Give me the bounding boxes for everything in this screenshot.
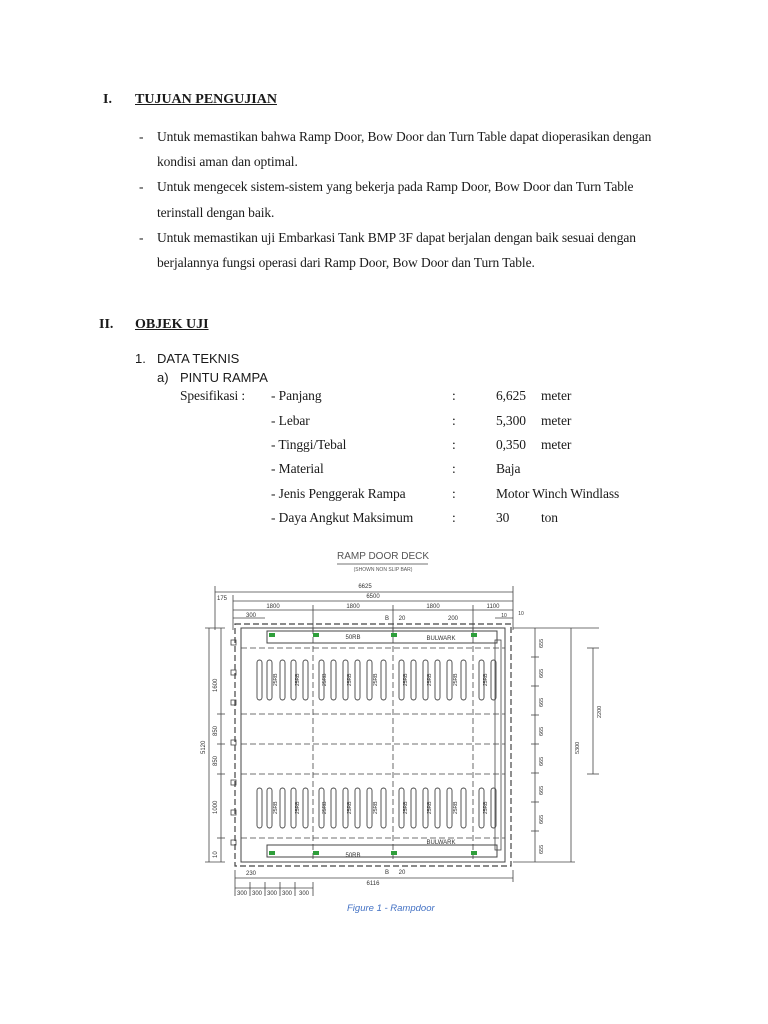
spec-value: 6,625: [496, 388, 526, 403]
spec-colon: :: [452, 437, 456, 452]
spec-colon: :: [452, 510, 456, 525]
spec-name: - Tinggi/Tebal: [271, 437, 347, 452]
dim-bottom: 300: [236, 891, 248, 897]
bullet-dash: -: [139, 230, 144, 245]
spec-value: 0,350: [496, 437, 526, 452]
bullet-dash: -: [139, 129, 144, 144]
bullet-1-line-1: Untuk memastikan bahwa Ramp Door, Bow Door dan Turn Table dapat dioperasikan dengan: [157, 129, 652, 144]
subsection-title: DATA TEKNIS: [157, 351, 240, 366]
spec-name: - Daya Angkut Maksimum: [271, 510, 414, 525]
spec-colon: :: [452, 486, 456, 501]
spec-value: Baja: [496, 461, 521, 476]
dim-overall: 6625: [358, 584, 372, 590]
dim-left: 850: [213, 725, 219, 736]
section-1-number: I.: [103, 92, 112, 107]
spec-name: - Material: [271, 461, 324, 476]
dim-right: 665: [539, 668, 545, 678]
dim-right-small: 10: [501, 613, 507, 619]
slot-label: 25RB: [427, 801, 433, 814]
item-title: PINTU RAMPA: [180, 370, 268, 385]
slot-label: 25RB: [427, 673, 433, 686]
spec-name: - Lebar: [271, 413, 310, 428]
spec-name: - Panjang: [271, 388, 322, 403]
dim-bottom: 300: [298, 891, 310, 897]
figure-caption: Figure 1 - Rampdoor: [347, 903, 435, 914]
spec-unit: meter: [541, 413, 572, 428]
dim-right-span: 2200: [597, 705, 603, 718]
bullet-1-line-2: kondisi aman dan optimal.: [157, 154, 298, 169]
slot-label: 25RB: [322, 673, 328, 686]
dim-seg: 1800: [266, 604, 280, 610]
slot-label: 25RB: [347, 801, 353, 814]
dim-right: 665: [539, 785, 545, 795]
mark-label: B: [384, 616, 390, 622]
dim-left-total: 5120: [201, 740, 207, 754]
dim-inner: 6500: [366, 594, 380, 600]
dim-right-total: 5300: [575, 741, 581, 754]
ramp-door-drawing: [195, 540, 615, 900]
slot-label: 25RB: [347, 673, 353, 686]
slot-label: 25RB: [403, 673, 409, 686]
spec-name: - Jenis Penggerak Rampa: [271, 486, 406, 501]
spec-unit: meter: [541, 388, 572, 403]
dim-right: 655: [539, 844, 545, 854]
beam-label: 50RB: [345, 635, 361, 641]
section-2-number: II.: [99, 317, 114, 332]
slot-label: 25RB: [483, 801, 489, 814]
dim-left-offset: 175: [217, 596, 228, 602]
dim-left: 10: [213, 851, 219, 858]
slot-label: 25RB: [273, 801, 279, 814]
slot-label: 25RB: [373, 801, 379, 814]
spec-colon: :: [452, 388, 456, 403]
slot-label: 25RB: [295, 673, 301, 686]
dim-left: 850: [213, 755, 219, 766]
dim-right: 665: [539, 814, 545, 824]
mark-num: 20: [398, 616, 406, 622]
spec-colon: :: [452, 413, 456, 428]
bullet-3-line-1: Untuk memastikan uji Embarkasi Tank BMP 3F dapat berjalan dengan baik sesuai dengan: [157, 230, 636, 245]
drawing-subtitle: (SHOWN NON SLIP BAR): [353, 567, 413, 573]
dim-bottom: 300: [281, 891, 293, 897]
dim-right-mid: 200: [447, 616, 459, 622]
slot-label: 25RB: [453, 673, 459, 686]
slot-label: 25RB: [373, 673, 379, 686]
inner-label: 50RB: [345, 853, 361, 859]
dim-bottom: 300: [266, 891, 278, 897]
bullet-2-line-1: Untuk mengecek sistem-sistem yang bekerja pada Ramp Door, Bow Door dan Turn Table: [157, 179, 634, 194]
drawing-title: RAMP DOOR DECK: [336, 551, 430, 562]
section-1-title: TUJUAN PENGUJIAN: [135, 92, 277, 107]
dim-right: 655: [539, 638, 545, 648]
spec-unit: ton: [541, 510, 558, 525]
dim-bottom-total: 6116: [366, 881, 380, 887]
dim-bottom-small: 230: [245, 871, 257, 877]
dim-right: 665: [539, 697, 545, 707]
bullet-dash: -: [139, 179, 144, 194]
bulwark-label: BULWARK: [426, 840, 456, 846]
dim-left-small: 300: [245, 613, 257, 619]
spec-value: Motor Winch Windlass: [496, 486, 620, 501]
dim-seg: 1800: [426, 604, 440, 610]
mark-label: B: [384, 870, 390, 876]
spec-value: 30: [496, 510, 510, 525]
slot-label: 25RB: [295, 801, 301, 814]
mark-num: 20: [398, 870, 406, 876]
slot-label: 25RB: [483, 673, 489, 686]
dim-right: 665: [539, 726, 545, 736]
dim-bottom: 300: [251, 891, 263, 897]
spec-value: 5,300: [496, 413, 526, 428]
bulwark-label: BULWARK: [426, 636, 456, 642]
spec-label: Spesifikasi :: [180, 388, 246, 403]
spec-colon: :: [452, 461, 456, 476]
slot-label: 25RB: [453, 801, 459, 814]
subsection-number: 1.: [135, 351, 146, 366]
bullet-2-line-2: terinstall dengan baik.: [157, 205, 275, 220]
dim-right-end: 10: [518, 611, 524, 617]
bullet-3-line-2: berjalannya fungsi operasi dari Ramp Door, Bow Door dan Turn Table.: [157, 255, 535, 270]
dim-left: 1000: [213, 800, 219, 814]
slot-label: 25RB: [322, 801, 328, 814]
slot-label: 25RB: [273, 673, 279, 686]
dim-seg: 1800: [346, 604, 360, 610]
item-letter: a): [157, 370, 169, 385]
section-2-title: OBJEK UJI: [135, 317, 209, 332]
dim-right: 665: [539, 756, 545, 766]
slot-label: 25RB: [403, 801, 409, 814]
dim-seg: 1100: [486, 604, 500, 610]
dim-left: 1600: [213, 678, 219, 692]
spec-unit: meter: [541, 437, 572, 452]
